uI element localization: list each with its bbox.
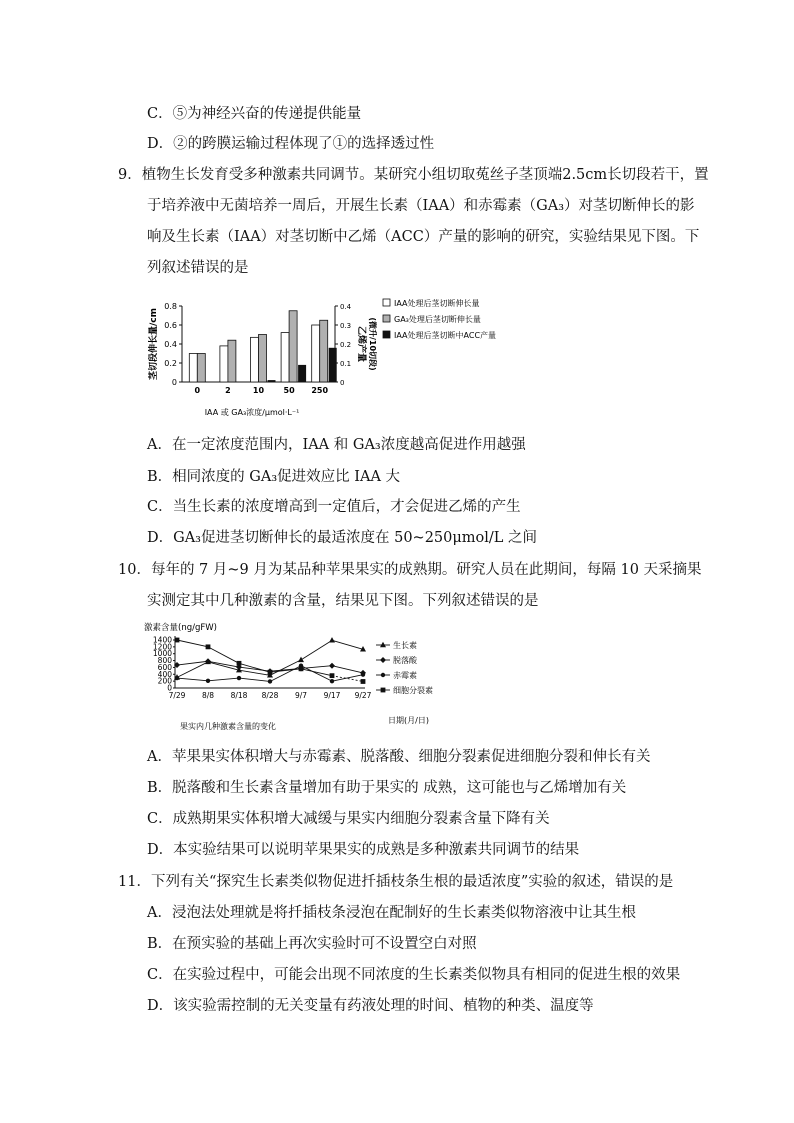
line-legend-label: 脱落酸 <box>393 656 417 665</box>
line-point-abscisic-acid <box>329 663 335 669</box>
bar-y-tick-label: 0 <box>171 378 177 387</box>
bar-legend-label: GA₃处理后茎切断伸长量 <box>394 315 481 324</box>
bar-legend-swatch <box>383 315 390 322</box>
bar-iaa-length <box>251 337 259 382</box>
bar-y-tick-label: 0.4 <box>164 340 177 349</box>
line-segment-gibberellin <box>177 678 208 681</box>
bar-y-tick-label: 0.2 <box>164 359 177 368</box>
line-segment-gibberellin <box>239 678 270 681</box>
bar-ga3-length <box>320 320 328 382</box>
line-x-tick-label: 8/28 <box>261 691 279 700</box>
line-point-cytokinin <box>175 638 180 643</box>
q9-option-b: B．相同浓度的 GA₃促进效应比 IAA 大 <box>147 469 401 485</box>
line-y-tick-label: 200 <box>157 676 172 686</box>
line-point-cytokinin <box>237 661 242 666</box>
line-point-auxin <box>298 657 304 662</box>
bar-x-axis-label: IAA 或 GA₃浓度/μmol·L⁻¹ <box>204 408 300 417</box>
bar-legend-swatch <box>383 331 390 338</box>
q9-stem-line-1: 9．植物生长发育受多种激素共同调节。某研究小组切取菟丝子茎顶端2.5cm长切段若干，置 <box>118 167 709 183</box>
q11-option-a: A．浸泡法处理就是将扦插枝条浸泡在配制好的生长素类似物溶液中让其生根 <box>147 905 636 921</box>
line-point-cytokinin <box>361 679 366 684</box>
q9-stem-line-3: 响及生长素（IAA）对茎切断中乙烯（ACC）产量的影响的研究，实验结果见下图。下 <box>147 229 700 245</box>
bar-y2-tick-label: 0.4 <box>340 303 352 311</box>
bar-chart-bars <box>189 311 336 382</box>
line-chart-title: 果实内几种激素含量的变化 <box>180 722 276 731</box>
q11-option-d: D．该实验需控制的无关变量有药液处理的时间、植物的种类、温度等 <box>147 998 594 1014</box>
bar-y-axis-label: 茎切段伸长量/cm <box>149 307 159 381</box>
line-segment-cytokinin <box>177 640 208 647</box>
line-point-cytokinin <box>299 666 304 671</box>
bar-chart-legend <box>383 298 496 340</box>
line-y-tick-label: 0 <box>167 683 172 693</box>
bar-x-tick-label: 2 <box>225 386 231 395</box>
bar-x-tick-label: 50 <box>283 386 295 395</box>
bar-legend-label: IAA处理后茎切断中ACC产量 <box>394 331 497 340</box>
line-y-tick-label: 600 <box>157 662 172 672</box>
line-segment-gibberellin <box>208 678 239 681</box>
line-x-tick-label: 7/29 <box>168 691 186 700</box>
q9-option-a: A．在一定浓度范围内，IAA 和 GA₃浓度越高促进作用越强 <box>147 437 526 453</box>
line-y-tick-label: 1400 <box>152 635 172 645</box>
bar-y2-axis-unit: (微升/10切段) <box>368 317 377 371</box>
bar-y2-tick-label: 0 <box>340 379 345 387</box>
q10-line-chart <box>140 618 600 738</box>
line-point-auxin <box>329 637 335 642</box>
q10-option-b: B．脱落酸和生长素含量增加有助于果实的 成熟，这可能也与乙烯增加有关 <box>147 780 627 796</box>
q8-option-d: D．②的跨膜运输过程体现了①的选择透过性 <box>147 136 435 152</box>
bar-acc-production <box>329 348 337 382</box>
q9-bar-chart <box>140 292 560 424</box>
bar-ga3-length <box>228 340 236 382</box>
line-y-tick-label: 1200 <box>152 642 172 652</box>
line-segment-auxin <box>301 640 332 660</box>
line-point-cytokinin <box>330 673 335 678</box>
bar-y-tick-label: 0.6 <box>164 321 177 330</box>
line-legend-marker <box>381 673 385 677</box>
q10-stem-line-1: 10．每年的 7 月~9 月为某品种苹果果实的成熟期。研究人员在此期间，每隔 10 天采摘果 <box>118 562 702 578</box>
line-x-axis-label: 日期(月/日) <box>388 716 429 725</box>
bar-y2-tick-label: 0.2 <box>340 341 352 349</box>
q8-option-c: C．⑤为神经兴奋的传递提供能量 <box>147 106 362 122</box>
bar-acc-production <box>268 380 276 382</box>
line-legend-marker <box>380 642 386 647</box>
line-chart-labels <box>144 622 429 731</box>
line-point-gibberellin <box>361 672 365 676</box>
bar-y2-tick-label: 0.3 <box>340 322 352 330</box>
line-point-gibberellin <box>206 679 210 683</box>
q9-option-d: D．GA₃促进茎切断伸长的最适浓度在 50~250μmol/L 之间 <box>147 530 538 546</box>
bar-ga3-length <box>289 311 297 382</box>
line-x-tick-label: 8/18 <box>230 691 248 700</box>
bar-legend-swatch <box>383 299 390 306</box>
line-legend-marker <box>381 688 386 693</box>
line-point-gibberellin <box>330 679 334 683</box>
bar-iaa-length <box>312 325 320 382</box>
bar-x-tick-label: 0 <box>194 386 201 395</box>
q9-stem-line-4: 列叙述错误的是 <box>147 260 249 276</box>
line-x-tick-label: 9/7 <box>294 691 308 700</box>
line-legend-marker <box>380 657 386 663</box>
line-legend-label: 赤霉素 <box>393 671 417 680</box>
bar-ga3-length <box>259 335 267 383</box>
line-x-tick-label: 9/17 <box>323 691 341 700</box>
bar-y2-axis-label: 乙烯产量 <box>356 325 366 363</box>
line-x-tick-label: 8/8 <box>201 691 215 700</box>
line-segment-auxin <box>332 640 363 649</box>
q10-option-a: A．苹果果实体积增大与赤霉素、脱落酸、细胞分裂素促进细胞分裂和伸长有关 <box>147 749 651 765</box>
bar-x-tick-label: 250 <box>311 386 329 395</box>
bar-iaa-length <box>281 333 289 382</box>
bar-y2-tick-label: 0.1 <box>340 360 352 368</box>
line-legend-label: 生长素 <box>393 641 417 650</box>
q9-option-c: C．当生长素的浓度增高到一定值后，才会促进乙烯的产生 <box>147 499 521 515</box>
bar-iaa-length <box>189 354 197 383</box>
line-y-axis-label: 激素含量(ng/gFW) <box>144 623 217 633</box>
line-point-gibberellin <box>237 676 241 680</box>
line-legend-label: 细胞分裂素 <box>393 686 433 695</box>
line-chart-series <box>174 637 366 684</box>
line-segment-cytokinin <box>208 647 239 663</box>
line-point-gibberellin <box>268 679 272 683</box>
q11-stem: 11．下列有关“探究生长素类似物促进扦插枝条生根的最适浓度”实验的叙述，错误的是 <box>118 874 674 890</box>
q10-option-c: C．成熟期果实体积增大减缓与果实内细胞分裂素含量下降有关 <box>147 811 550 827</box>
line-point-cytokinin <box>206 644 211 649</box>
line-y-tick-label: 400 <box>157 669 172 679</box>
bar-x-tick-label: 10 <box>252 386 265 395</box>
bar-legend-label: IAA处理后茎切断伸长量 <box>394 299 480 308</box>
line-segment-cytokinin <box>301 669 332 676</box>
q11-option-c: C．在实验过程中，可能会出现不同浓度的生长素类似物具有相同的促进生根的效果 <box>147 967 681 983</box>
line-segment-abscisic-acid <box>332 666 363 673</box>
line-segment-gibberellin <box>332 675 363 682</box>
q10-option-d: D．本实验结果可以说明苹果果实的成熟是多种激素共同调节的结果 <box>147 842 580 858</box>
line-y-tick-label: 800 <box>157 656 172 666</box>
q11-option-b: B．在预实验的基础上再次实验时可不设置空白对照 <box>147 936 477 952</box>
bar-ga3-length <box>197 354 205 383</box>
line-x-tick-label: 9/27 <box>354 691 372 700</box>
bar-acc-production <box>298 365 306 382</box>
line-chart-legend <box>376 640 433 695</box>
line-y-tick-label: 1000 <box>152 649 172 659</box>
line-segment-gibberellin <box>301 666 332 681</box>
bar-iaa-length <box>220 346 228 382</box>
line-point-cytokinin <box>268 670 273 675</box>
q10-stem-line-2: 实测定其中几种激素的含量，结果见下图。下列叙述错误的是 <box>147 593 539 609</box>
q9-stem-line-2: 于培养液中无菌培养一周后，开展生长素（IAA）和赤霉素（GA₃）对茎切断伸长的影 <box>147 198 695 214</box>
bar-y-tick-label: 0.8 <box>164 302 177 311</box>
line-point-gibberellin <box>175 676 179 680</box>
